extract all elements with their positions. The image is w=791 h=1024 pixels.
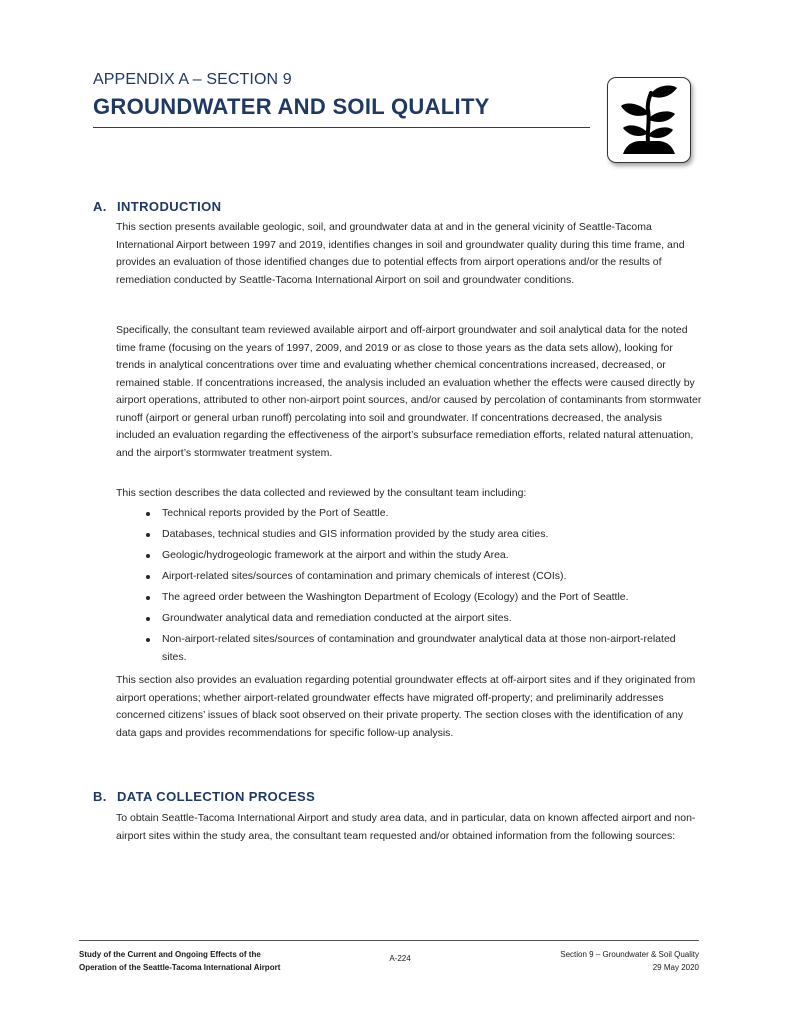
title-divider	[93, 127, 590, 128]
bullet-icon	[146, 575, 150, 579]
data-collection-paragraph-1: To obtain Seattle-Tacoma International Airport and study area data, and in particular, data on known affected airport and non-airport sites within the study area, the consultant team requested and/or obtained information from the following sources:	[116, 812, 696, 842]
footer-divider	[79, 940, 699, 941]
section-heading-data-collection	[93, 789, 315, 804]
intro-paragraph-1: This section presents available geologic, soil, and groundwater data at and in the general vicinity of Seattle-Tacoma International Airport between 1997 and 2019, identifies changes in soil and groundwater quality during this time frame, and provides an evaluation of those identified changes due to potential effects from airport operations and/or the results of remediation conducted by Seattle-Tacoma International Airport on soil and groundwater conditions.	[116, 221, 685, 286]
page-title: GROUNDWATER AND SOIL QUALITY	[93, 94, 490, 119]
appendix-label: APPENDIX A – SECTION 9	[93, 71, 292, 88]
bullet-icon	[146, 554, 150, 558]
footer-section-info: Section 9 – Groundwater & Soil Quality 29 May 2020	[560, 950, 699, 972]
bullet-icon	[146, 533, 150, 537]
bullet-icon	[146, 638, 150, 642]
intro-paragraph-3: This section describes the data collected and reviewed by the consultant team including:	[116, 487, 527, 499]
section-heading-label: INTRODUCTION	[117, 199, 222, 214]
intro-paragraph-2: Specifically, the consultant team reviewed available airport and off-airport groundwater and soil analytical data for the noted time frame (focusing on the years of 1997, 2009, and 2019 or as close to those years as the data sets allow), looking for trends in analytical concentrations over time and evaluating whether chemical concentrations increased, decreased, or remained stable. If concentrations increased, the analysis included an evaluation whether the effects were caused directly by airport operations, attributed to other non-airport point sources, and/or caused by percolation of contaminants from stormwater runoff (airport or general urban runoff) percolating into soil and groundwater. If concentrations decreased, the analysis included an evaluation regarding the effectiveness of the airport’s subsurface remediation efforts, related natural attenuation, and the airport’s stormwater treatment system.	[116, 324, 702, 459]
section-heading-introduction	[93, 199, 221, 214]
bullet-icon	[146, 617, 150, 621]
list-item: Geologic/hydrogeologic framework at the airport and within the study Area.	[146, 547, 696, 565]
bullet-icon	[146, 512, 150, 516]
section-heading-label: DATA COLLECTION PROCESS	[117, 789, 316, 804]
plant-seedling-icon	[617, 84, 681, 156]
list-item: Databases, technical studies and GIS information provided by the study area cities.	[146, 526, 696, 544]
section-number: B.	[93, 789, 107, 804]
list-item: Airport-related sites/sources of contamination and primary chemicals of interest (COIs).	[146, 568, 696, 586]
intro-paragraph-4: This section also provides an evaluation regarding potential groundwater effects at off-airport sites and if they originated from airport operations; whether airport-related groundwater effects have migrated off-property; and preliminarily addresses concerned citizens’ issues of black soot observed on their private property. The section closes with the identification of any data gaps and provides recommendations for specific follow-up analysis.	[116, 674, 696, 739]
list-item: Groundwater analytical data and remediation conducted at the airport sites.	[146, 610, 696, 628]
section-icon-box	[607, 77, 691, 163]
data-sources-list	[146, 505, 696, 670]
footer-study-title: Study of the Current and Ongoing Effects of the Operation of the Seattle-Tacoma International Airport	[79, 950, 281, 972]
section-number: A.	[93, 199, 107, 214]
list-item: Technical reports provided by the Port of Seattle.	[146, 505, 696, 523]
page-number: A-224	[389, 954, 411, 963]
list-item: The agreed order between the Washington Department of Ecology (Ecology) and the Port of Seattle.	[146, 589, 696, 607]
bullet-icon	[146, 596, 150, 600]
list-item: Non-airport-related sites/sources of contamination and groundwater analytical data at those non-airport-related sites.	[146, 631, 696, 666]
